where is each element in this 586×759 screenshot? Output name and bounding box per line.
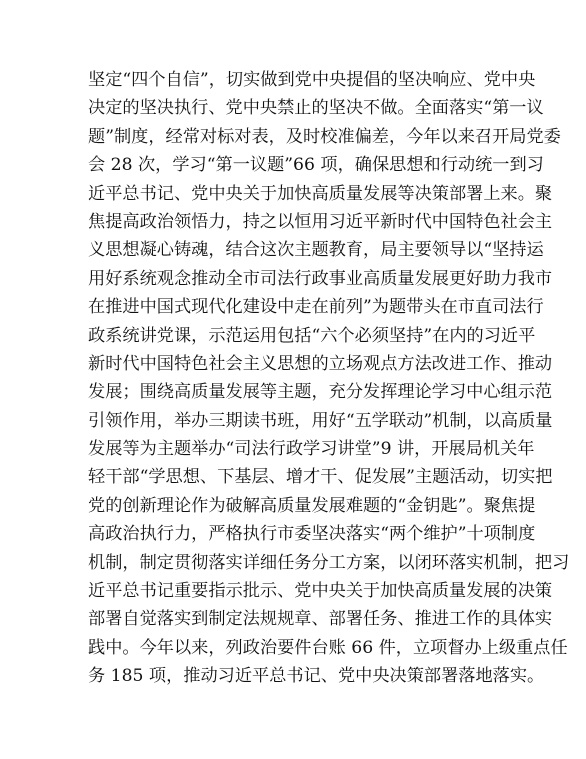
text-line: 焦提高政治领悟力，持之以恒用习近平新时代中国特色社会主 [88,211,553,232]
text-line: 机制，制定贯彻落实详细任务分工方案，以闭环落实机制，把习 [88,552,570,573]
text-line: 决定的坚决执行、党中央禁止的坚决不做。全面落实“第一议 [88,98,544,119]
text-line: 近平总书记重要指示批示、党中央关于加快高质量发展的决策 [88,581,553,602]
text-line: 高政治执行力，严格执行市委坚决落实“两个维护”十项制度 [88,524,536,545]
text-line: 政系统讲党课，示范运用包括“六个必须坚持”在内的习近平 [88,325,536,346]
text-line: 务 185 项，推动习近平总书记、党中央决策部署落地落实。 [88,666,545,687]
text-line: 部署自觉落实到制定法规规章、部署任务、推进工作的具体实 [88,609,553,630]
text-line: 近平总书记、党中央关于加快高质量发展等决策部署上来。聚 [88,183,553,204]
body-paragraph [88,66,570,691]
text-line: 践中。今年以来，列政治要件台账 66 件，立项督办上级重点任 [88,637,568,658]
text-line: 发展等为主题举办“司法行政学习讲堂”9 讲，开展局机关年 [88,439,535,460]
text-line: 在推进中国式现代化建设中走在前列”为题带头在市直司法行 [88,297,544,318]
text-line: 用好系统观念推动全市司法行政事业高质量发展更好助力我市 [88,268,553,289]
text-line: 题”制度，经常对标对表，及时校准偏差，今年以来召开局党委 [88,126,561,147]
text-line: 轻干部“学思想、下基层、增才干、促发展”主题活动，切实把 [88,467,553,488]
text-line: 引领作用，举办三期读书班，用好“五学联动”机制，以高质量 [88,410,553,431]
text-line: 义思想凝心铸魂，结合这次主题教育，局主要领导以“坚持运 [88,240,544,261]
text-line: 新时代中国特色社会主义思想的立场观点方法改进工作、推动 [88,353,553,374]
text-line: 会 28 次，学习“第一议题”66 项，确保思想和行动统一到习 [88,155,544,176]
text-line: 坚定“四个自信”，切实做到党中央提倡的坚决响应、党中央 [88,70,536,90]
text-line: 党的创新理论作为破解高质量发展难题的“金钥匙”。聚焦提 [88,495,536,516]
text-line: 发展；围绕高质量发展等主题，充分发挥理论学习中心组示范 [88,382,553,403]
